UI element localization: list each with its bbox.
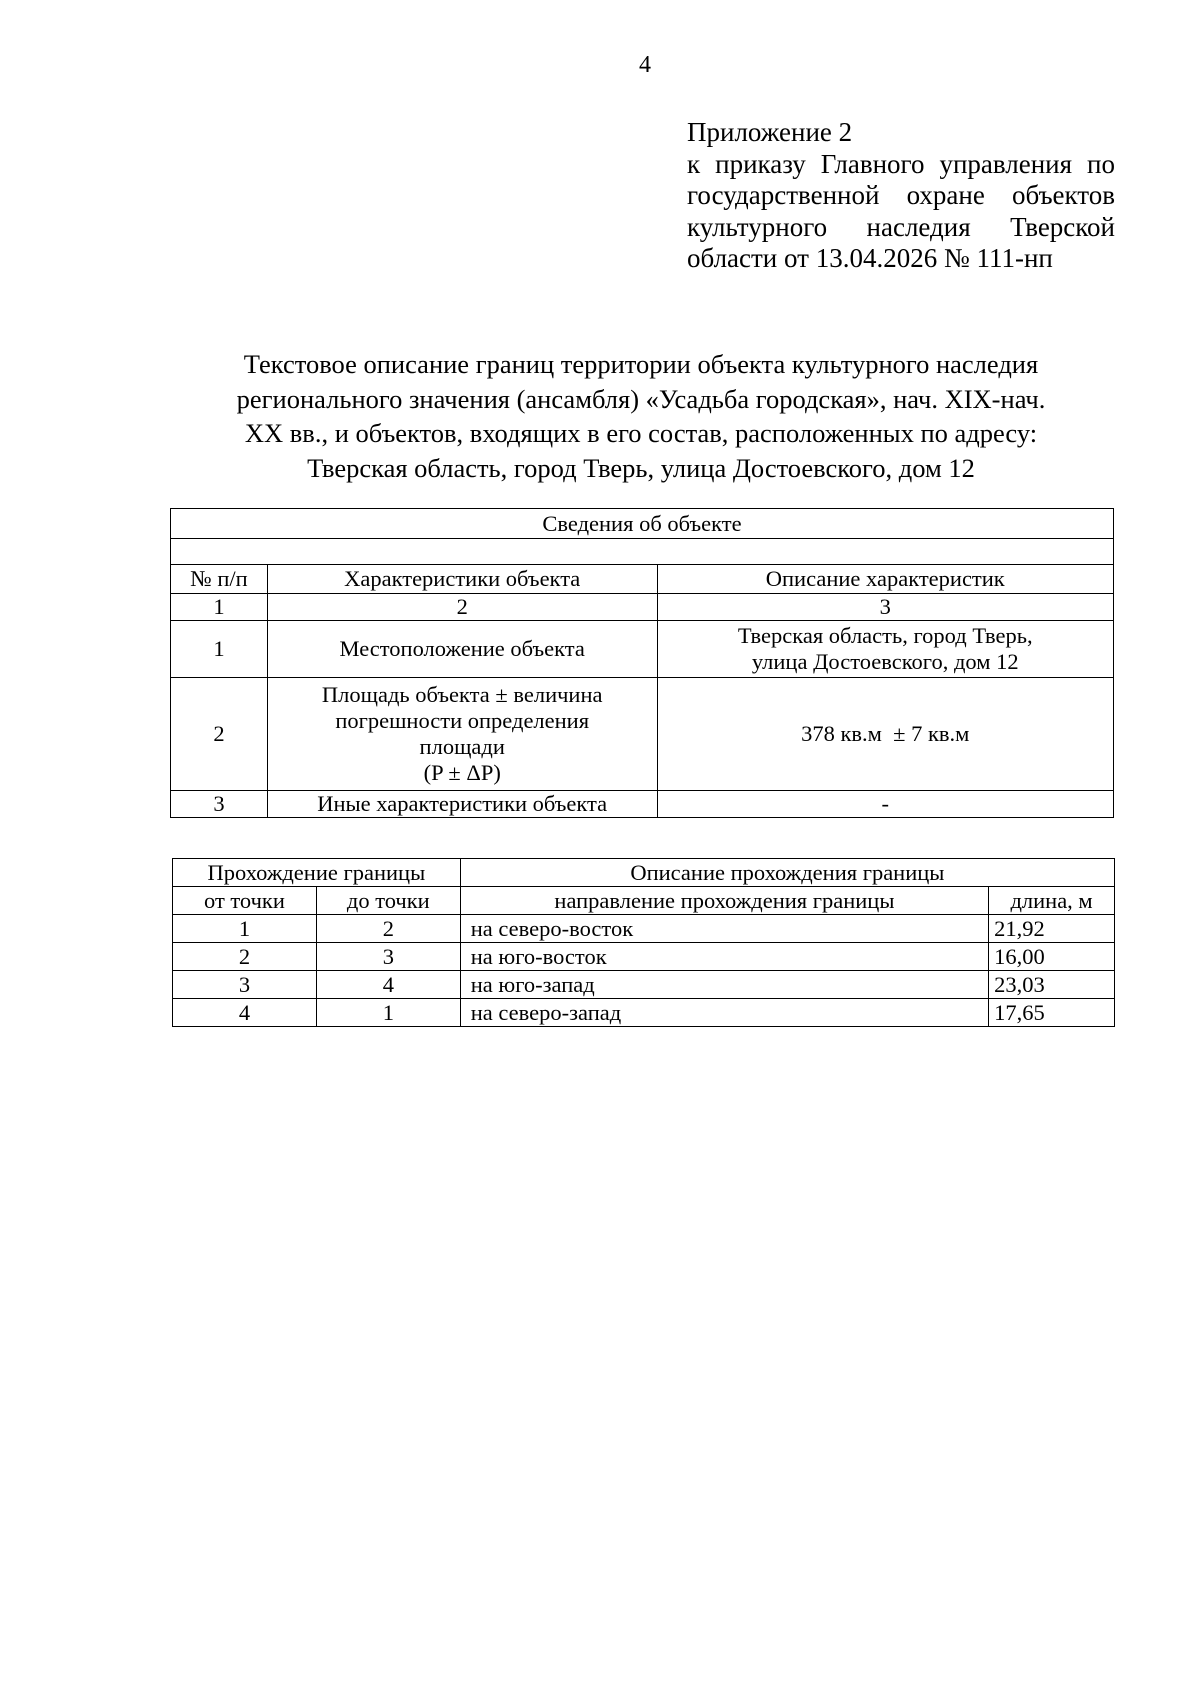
row-number: 2 — [171, 678, 268, 791]
header-cell: № п/п — [171, 565, 268, 594]
header-cell: до точки — [316, 887, 460, 915]
object-info-table — [170, 508, 1114, 818]
cell-line: Тверская область, город Тверь, — [737, 623, 1033, 648]
header-group-cell: Прохождение границы — [173, 859, 461, 887]
cell-line: Местоположение объекта — [339, 636, 585, 661]
to-point-cell: 3 — [316, 943, 460, 971]
table-spacer-cell — [171, 539, 1114, 565]
table-spacer-row — [171, 539, 1114, 565]
column-number-cell: 1 — [171, 594, 268, 621]
to-point-cell: 1 — [316, 999, 460, 1027]
from-point-cell: 2 — [173, 943, 317, 971]
appendix-line: области от 13.04.2026 № 111-нп — [687, 243, 1053, 273]
length-cell: 21,92 — [989, 915, 1115, 943]
document-title — [160, 347, 1122, 485]
cell-line: улица Достоевского, дом 12 — [751, 649, 1019, 674]
cell-line: (P ± ΔP) — [423, 760, 501, 785]
column-number-cell: 3 — [657, 594, 1113, 621]
table-header-row — [171, 565, 1114, 594]
title-line: Тверская область, город Тверь, улица Достоевского, дом 12 — [307, 452, 975, 483]
header-cell: направление прохождения границы — [460, 887, 988, 915]
description-cell — [657, 791, 1113, 818]
title-line: XX вв., и объектов, входящих в его состав, расположенных по адресу: — [244, 418, 1038, 448]
header-group-cell: Описание прохождения границы — [460, 859, 1114, 887]
direction-cell: на северо-восток — [460, 915, 988, 943]
title-line: Текстовое описание границ территории объекта культурного наследия — [243, 349, 1039, 379]
description-cell — [657, 621, 1113, 678]
table-header-row — [173, 859, 1115, 887]
length-cell: 17,65 — [989, 999, 1115, 1027]
table-caption-row — [171, 509, 1114, 539]
length-cell: 23,03 — [989, 971, 1115, 999]
from-point-cell: 3 — [173, 971, 317, 999]
table-caption: Сведения об объекте — [171, 509, 1114, 539]
appendix-line: к приказу Главного управления по — [687, 148, 1115, 179]
characteristic-cell — [267, 678, 657, 791]
cell-line: 378 кв.м ± 7 кв.м — [801, 721, 970, 746]
table-row — [173, 971, 1115, 999]
table-row — [173, 999, 1115, 1027]
appendix-line: Приложение 2 — [687, 117, 853, 147]
direction-cell: на юго-восток — [460, 943, 988, 971]
column-number-cell: 2 — [267, 594, 657, 621]
cell-line: Иные характеристики объекта — [317, 791, 608, 816]
row-number: 3 — [171, 791, 268, 818]
to-point-cell: 2 — [316, 915, 460, 943]
row-number: 1 — [171, 621, 268, 678]
table-row — [173, 943, 1115, 971]
description-cell — [657, 678, 1113, 791]
header-cell: длина, м — [989, 887, 1115, 915]
direction-cell: на юго-запад — [460, 971, 988, 999]
cell-line: погрешности определения — [335, 708, 590, 733]
cell-line: - — [881, 791, 889, 816]
border-description-table — [172, 858, 1115, 1027]
characteristic-cell — [267, 621, 657, 678]
table-row — [171, 621, 1114, 678]
appendix-line: государственной охране объектов — [687, 180, 1115, 210]
table-row — [173, 915, 1115, 943]
header-cell: Описание характеристик — [657, 565, 1113, 594]
table-row — [171, 791, 1114, 818]
column-number-row — [171, 594, 1114, 621]
appendix-note — [687, 117, 1115, 275]
direction-cell: на северо-запад — [460, 999, 988, 1027]
header-cell: от точки — [173, 887, 317, 915]
characteristic-cell — [267, 791, 657, 818]
title-line: регионального значения (ансамбля) «Усадьба городская», нач. XIX-нач. — [236, 383, 1046, 414]
appendix-line: культурного наследия Тверской — [687, 211, 1115, 242]
from-point-cell: 1 — [173, 915, 317, 943]
to-point-cell: 4 — [316, 971, 460, 999]
page-number: 4 — [639, 52, 651, 78]
length-cell: 16,00 — [989, 943, 1115, 971]
cell-line: Площадь объекта ± величина — [321, 682, 603, 707]
table-header-row — [173, 887, 1115, 915]
header-cell: Характеристики объекта — [267, 565, 657, 594]
cell-line: площади — [419, 734, 505, 759]
table-row — [171, 678, 1114, 791]
from-point-cell: 4 — [173, 999, 317, 1027]
